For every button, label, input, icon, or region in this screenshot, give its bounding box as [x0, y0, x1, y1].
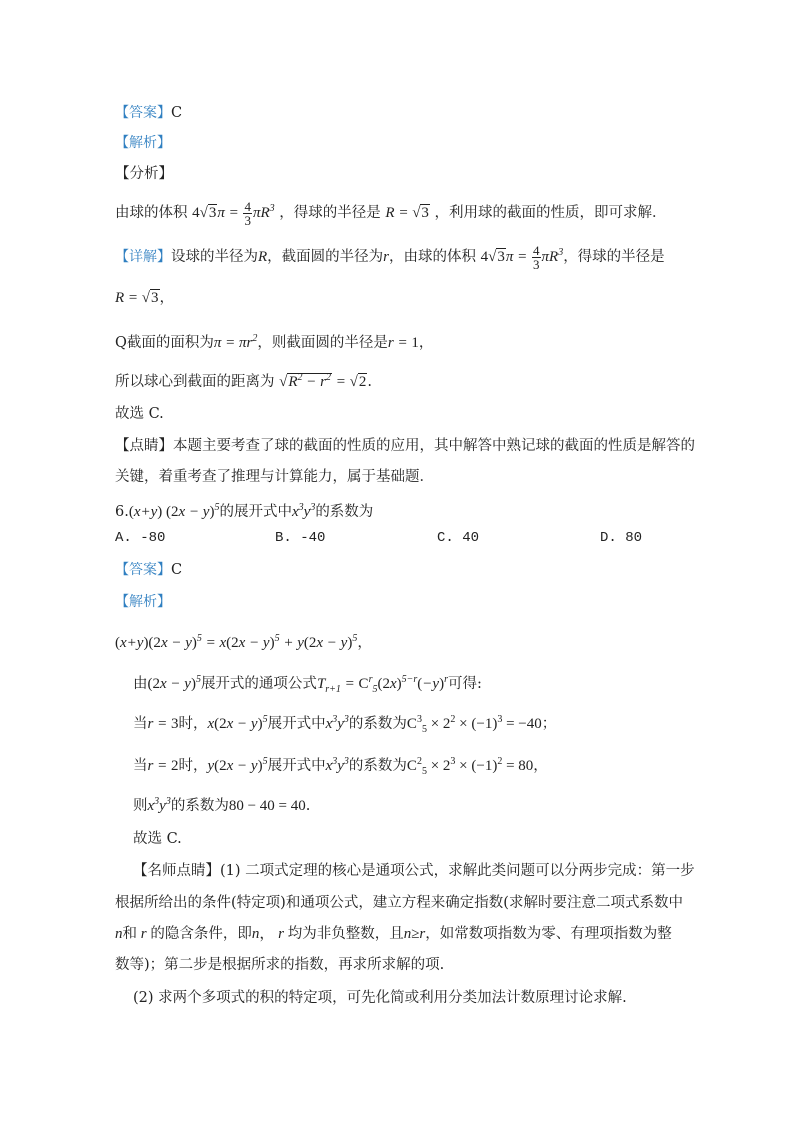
formula-radius: R = √3	[385, 205, 429, 221]
formula-general-term: $T_{r+1} = C^r_5(2x)^{5-r}(-y)^r$	[316, 674, 448, 695]
answer-tag: 【答案】	[115, 105, 171, 121]
text: 展开式中	[267, 758, 326, 774]
formula-radius: R = √3	[115, 290, 159, 306]
text: 的系数为	[315, 504, 374, 520]
text: 展开式中	[267, 716, 326, 732]
q5-fenxi-line	[115, 199, 667, 227]
option-d: D. 80	[600, 530, 643, 546]
term: $x^3y^3$	[325, 714, 349, 732]
answer-value: C	[171, 105, 183, 121]
text: 展开式的通项公式	[200, 676, 317, 692]
q6-general-line	[133, 670, 482, 700]
binomial: $(2x - y)^5$	[147, 674, 201, 692]
q6-answer-line	[115, 560, 182, 580]
comment-tag: 【点睛】	[115, 438, 173, 454]
binomial: $x(2x - y)^5$	[207, 714, 268, 732]
var-R: R	[258, 249, 268, 265]
formula-distance: $√R^2 - r^2 = √2$	[279, 372, 367, 390]
q6-expand-line: $(x+y)(2x - y)^5 = x(2x - y)^5 + y(2x - y)^5$，	[115, 633, 372, 651]
text: 由	[133, 676, 148, 692]
text: 如常数项指数为零、有理项指数为整	[439, 926, 672, 942]
formula-volume: 4√3π = $\frac{4}{3}$ $\pi R^3$	[480, 243, 564, 273]
text: (2) 求两个多项式的积的特定项，可先化简或利用分类加法计数原理讨论求解.	[133, 990, 627, 1006]
text: ，截面圆的半径为	[267, 249, 384, 265]
stem-term: $x^3y^3$	[291, 502, 316, 520]
q6-choose	[133, 829, 182, 849]
q6-teacher-line3: n和 r 的隐含条件，即n， r 均为非负整数，且n≥r，如常数项指数为零、有理项指数为整	[115, 926, 672, 942]
q6-teacher-line5	[133, 988, 627, 1008]
text: 关键，着重考查了推理与计算能力，属于基础题．	[115, 469, 434, 485]
q6-result-line: 则$x^3y^3$的系数为80 − 40 = 40.	[133, 796, 311, 814]
formula-r1: r = 1	[387, 335, 419, 351]
text: 的展开式中	[219, 504, 292, 520]
because-symbol: Q	[115, 335, 127, 351]
answer-value: C	[171, 562, 183, 578]
text: ，则截面圆的半径是	[257, 335, 388, 351]
formula-area: $\pi = \pi r^2$	[213, 333, 258, 351]
var-r: r	[383, 249, 390, 265]
q6-teacher-line1	[133, 861, 695, 881]
text: 本题主要考查了球的截面的性质的应用，其中解答中熟记球的截面的性质是解答的	[173, 438, 695, 454]
analysis-tag: 【解析】	[115, 594, 171, 610]
text: 故选 C.	[133, 831, 182, 847]
question-number: 6.	[115, 504, 129, 520]
text: 所以球心到截面的距离为	[115, 374, 275, 390]
text: 时，	[178, 758, 208, 774]
option-a: A. -80	[115, 530, 166, 546]
stem-expression: (x+y) $(2x - y)^5$	[128, 502, 220, 520]
formula-result: 80 − 40 = 40	[228, 798, 306, 814]
answer-tag: 【答案】	[115, 562, 171, 578]
text: 可得:	[447, 676, 482, 692]
q5-distance-line: 所以球心到截面的距离为 $√R^2 - r^2 = √2$.	[115, 372, 372, 390]
text: 的系数为	[348, 716, 407, 732]
q6-teacher-line4	[115, 955, 444, 975]
formula-case1: $C^3_5 \times 2^2 \times (-1)^3 = -40$	[406, 714, 542, 735]
text: 的系数为	[170, 798, 229, 814]
q6-teacher-line2	[115, 893, 683, 913]
q6-stem	[115, 498, 373, 522]
r-equals-2: r = 2	[147, 758, 179, 774]
r-equals-3: r = 3	[147, 716, 179, 732]
binomial: $y(2x - y)^5$	[207, 756, 268, 774]
term: $x^3y^3$	[147, 796, 171, 814]
text: 数等)；第二步是根据所求的指数，再求所求解的项.	[115, 957, 445, 973]
text: 的系数为	[348, 758, 407, 774]
text: (1) 二项式定理的核心是通项公式，求解此类问题可以分两步完成：第一步	[220, 863, 695, 879]
teacher-tag: 【名师点睛】	[133, 863, 220, 879]
text: 和	[122, 926, 137, 942]
text: 的隐含条件，即	[150, 926, 252, 942]
text: 根据所给出的条件(特定项)和通项公式，建立方程来确定指数(求解时要注意二项式系数中	[115, 895, 683, 911]
option-c: C. 40	[437, 530, 480, 546]
text: 当	[133, 716, 148, 732]
detail-tag: 【详解】	[115, 249, 171, 265]
text: 时，	[178, 716, 208, 732]
q5-comment-line2	[115, 467, 434, 487]
formula-expand: $(x+y)(2x - y)^5 = x(2x - y)^5 + y(2x - y)^5$	[115, 633, 358, 651]
text: 则	[133, 798, 148, 814]
q5-fenxi-tag	[115, 164, 173, 184]
text: 由球的体积	[115, 205, 188, 221]
q6-case2-line: 当r = 2时，$y(2x - y)^5$展开式中$x^3y^3$的系数为$C^2_5 \times 2^3 \times (-1)^2 = 80$，	[133, 756, 548, 777]
text: 当	[133, 758, 148, 774]
q5-detail-line	[115, 243, 665, 271]
text: 故选 C.	[115, 406, 164, 422]
var-r: r	[137, 926, 151, 942]
text: 截面的面积为	[126, 335, 214, 351]
text: ，利用球的截面的性质，即可求解．	[434, 205, 667, 221]
text: ，得球的半径是	[279, 205, 381, 221]
q6-case1-line: 当r = 3时，$x(2x - y)^5$展开式中$x^3y^3$的系数为$C^3_5 \times 2^2 \times (-1)^3 = -40$；	[133, 714, 557, 735]
text: 设球的半径为	[171, 249, 258, 265]
formula-case2: $C^2_5 \times 2^3 \times (-1)^2 = 80$	[406, 756, 534, 777]
formula-volume: 4√3π = $\frac{4}{3}$ $\pi R^3$	[192, 199, 275, 229]
q5-radius-line: R = √3，	[115, 290, 175, 306]
option-b: B. -40	[275, 530, 326, 546]
q5-comment-line1	[115, 436, 695, 456]
q5-choose	[115, 404, 164, 424]
q5-analysis-tag	[115, 133, 171, 153]
n-geq-r: n≥r	[403, 926, 426, 942]
q6-analysis-tag	[115, 592, 171, 612]
text: ，由球的体积	[389, 249, 477, 265]
text: 均为非负整数，且	[287, 926, 404, 942]
q5-area-line: Q截面的面积为$\pi = \pi r^2$，则截面圆的半径是r = 1，	[115, 333, 434, 351]
var-n: n	[115, 926, 123, 942]
fenxi-tag: 【分析】	[115, 166, 173, 182]
vars-n-r: n， r	[251, 926, 288, 942]
term: $x^3y^3$	[325, 756, 349, 774]
analysis-tag: 【解析】	[115, 135, 171, 151]
q5-answer-line	[115, 103, 182, 123]
text: ，得球的半径是	[563, 249, 665, 265]
